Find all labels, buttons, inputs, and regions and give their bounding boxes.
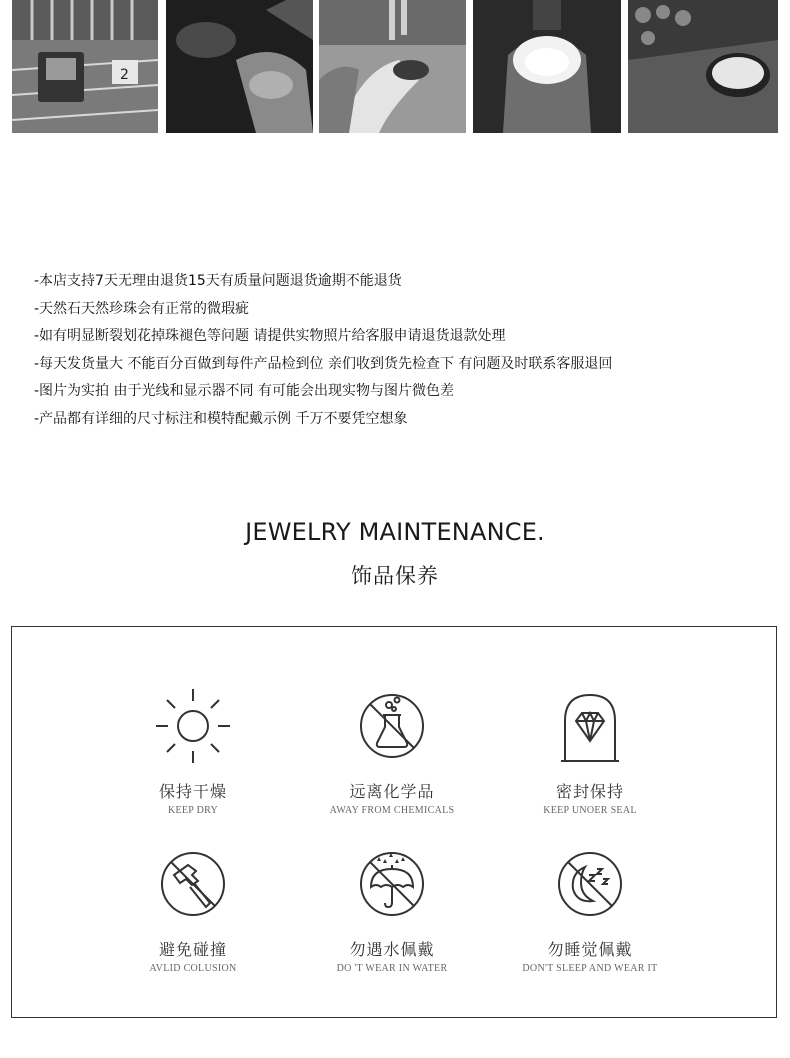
section-title-en: JEWELRY MAINTENANCE. (245, 518, 545, 546)
powder-bowl-photo (628, 0, 778, 133)
care-label-zh: 远离化学品 (349, 782, 435, 801)
care-label-en: AVLID COLUSION (149, 963, 237, 974)
no-chemicals-icon (353, 687, 431, 765)
care-label-en: KEEP UNOER SEAL (543, 805, 637, 816)
note-item: -图片为实拍 由于光线和显示器不同 有可能会出现实物与图片微色差 (34, 383, 454, 399)
note-item: -每天发货量大 不能百分百做到每件产品检到位 亲们收到货先检查下 有问题及时联系客服退回 (34, 355, 613, 372)
sun-icon (154, 687, 232, 765)
note-item: -产品都有详细的尺寸标注和模特配戴示例 千万不要凭空想象 (34, 410, 408, 427)
care-label-zh: 勿睡觉佩戴 (547, 940, 633, 959)
care-label-zh: 避免碰撞 (158, 940, 227, 959)
no-umbrella-rain-icon (353, 845, 431, 923)
polishing-photo (319, 0, 466, 133)
care-label-en: KEEP DRY (167, 805, 219, 816)
care-label-zh: 勿遇水佩戴 (349, 940, 435, 959)
sealed-diamond-icon (551, 687, 629, 765)
care-no-sleep (490, 845, 690, 974)
no-sleep-icon (551, 845, 629, 923)
care-label-zh: 密封保持 (555, 782, 624, 801)
care-label-en: DON'T SLEEP AND WEAR IT (522, 963, 658, 974)
care-keep-dry (93, 687, 293, 816)
care-label-en: AWAY FROM CHEMICALS (329, 805, 455, 816)
note-item: -天然石天然珍珠会有正常的微瑕疵 (34, 300, 250, 317)
no-hammer-icon (154, 845, 232, 923)
care-label-en: DO 'T WEAR IN WATER (336, 963, 448, 974)
care-avoid-collision (93, 845, 293, 974)
photo-strip (12, 0, 778, 133)
care-label-zh: 保持干燥 (158, 782, 227, 801)
care-instructions-box (11, 626, 777, 1018)
care-away-chemicals (292, 687, 492, 816)
policy-notes (34, 268, 612, 433)
svg-text:2: 2 (120, 67, 129, 83)
furnace-photo (473, 0, 621, 133)
note-item: -如有明显断裂划花掉珠褪色等问题 请提供实物照片给客服申请退货退款处理 (34, 328, 506, 344)
care-keep-sealed (490, 687, 690, 816)
section-title-zh: 饰品保养 (351, 564, 439, 588)
crafting-photo (166, 0, 313, 133)
workbench-photo (12, 0, 158, 133)
note-item: -本店支持7天无理由退货15天有质量问题退货逾期不能退货 (34, 273, 402, 289)
care-no-water (292, 845, 492, 974)
